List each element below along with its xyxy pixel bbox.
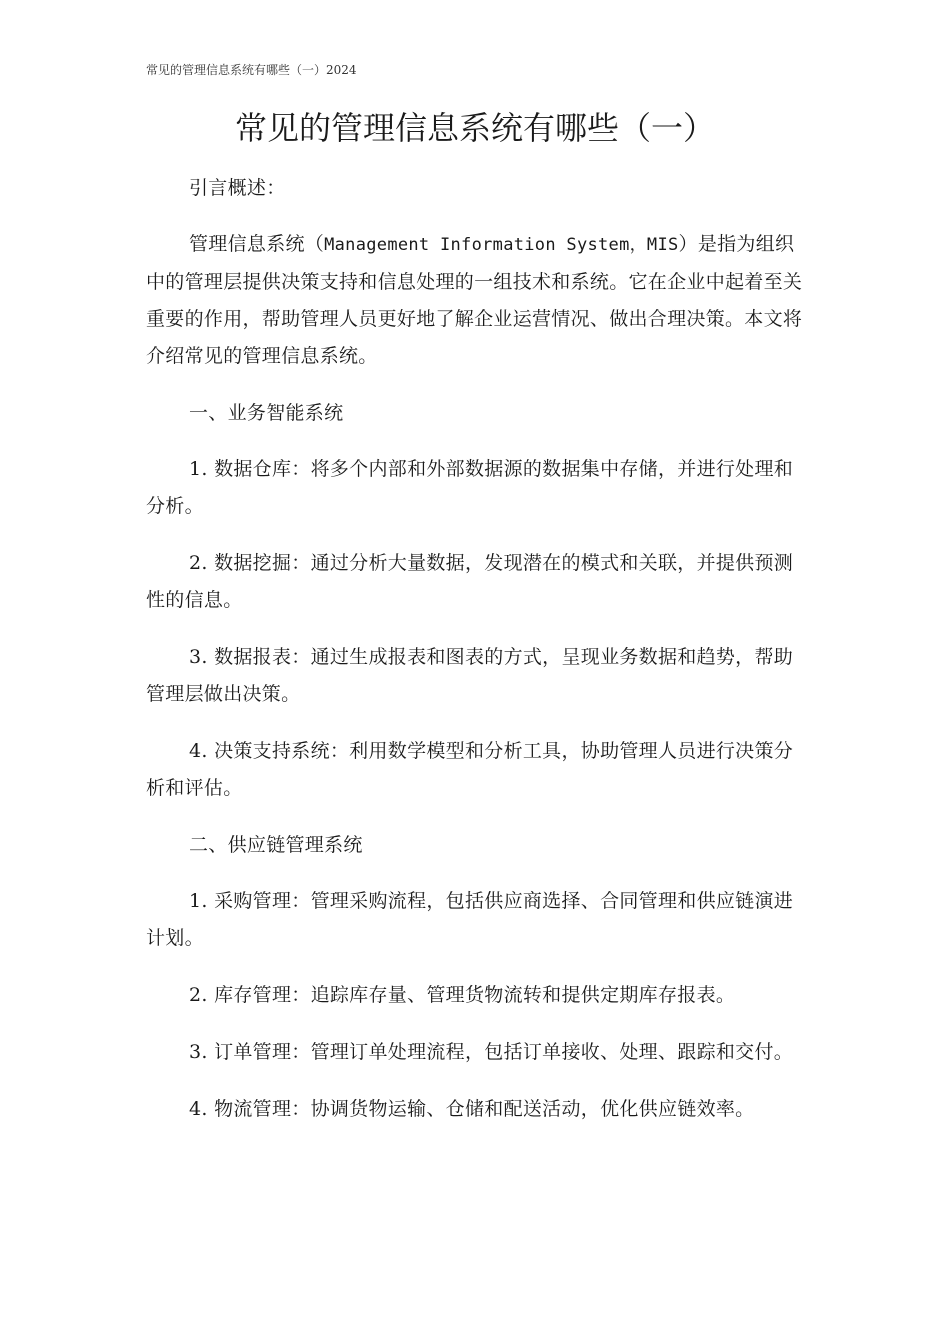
intro-english-term: Management Information System，MIS (324, 235, 679, 255)
list-item: 4. 决策支持系统：利用数学模型和分析工具，协助管理人员进行决策分析和评估。 (146, 740, 794, 799)
list-item: 1. 数据仓库：将多个内部和外部数据源的数据集中存储，并进行处理和分析。 (146, 458, 794, 517)
list-item: 3. 订单管理：管理订单处理流程，包括订单接收、处理、跟踪和交付。 (189, 1041, 794, 1063)
list-item: 3. 数据报表：通过生成报表和图表的方式，呈现业务数据和趋势，帮助管理层做出决策。 (146, 646, 794, 705)
list-item: 2. 库存管理：追踪库存量、管理货物流转和提供定期库存报表。 (189, 984, 736, 1006)
document-body (146, 170, 806, 1148)
list-item: 2. 数据挖掘：通过分析大量数据，发现潜在的模式和关联，并提供预测性的信息。 (146, 552, 794, 611)
intro-paragraph (146, 226, 806, 375)
intro-heading: 引言概述： (189, 177, 286, 199)
section-heading-business-intelligence: 一、业务智能系统 (189, 402, 344, 424)
intro-text-start: 管理信息系统（ (189, 233, 325, 255)
list-item: 1. 采购管理：管理采购流程，包括供应商选择、合同管理和供应链演进计划。 (146, 890, 794, 949)
section-heading-supply-chain: 二、供应链管理系统 (189, 834, 363, 856)
list-item: 4. 物流管理：协调货物运输、仓储和配送活动，优化供应链效率。 (189, 1098, 755, 1120)
intro-text-end: ）是指为组织中的管理层提供决策支持和信息处理的一组技术和系统。它在企业中起着至关重要的作用，帮助管理人员更好地了解企业运营情况、做出合理决策。本文将介绍常见的管理信息系统。 (146, 233, 803, 367)
document-title: 常见的管理信息系统有哪些（一） (234, 109, 715, 147)
running-header: 常见的管理信息系统有哪些（一）2024 (146, 63, 357, 77)
